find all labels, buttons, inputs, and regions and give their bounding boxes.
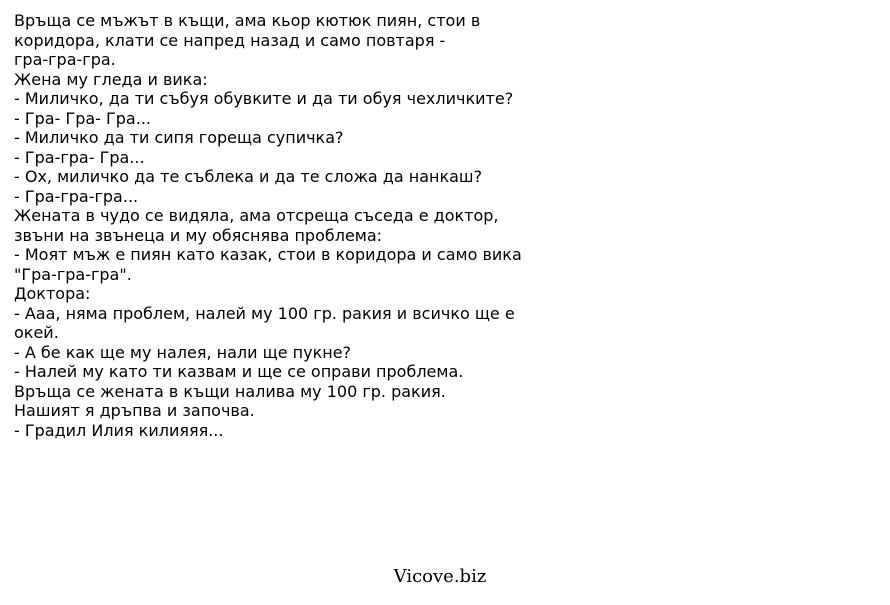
joke-line: - Миличко, да ти събуя обувките и да ти обуя чехличките?	[14, 89, 514, 108]
joke-line: - Градил Илия килияяя...	[14, 420, 224, 440]
joke-line: звъни на звънеца и му обяснява проблема:	[14, 225, 383, 245]
joke-line: - Моят мъж е пиян като казак, стои в коридора и само вика	[14, 245, 522, 264]
joke-text	[14, 11, 574, 440]
joke-line: - Гра-гра- Гра...	[14, 147, 145, 167]
joke-line: коридора, клати се напред назад и само повтаря -	[14, 30, 446, 50]
joke-line: окей.	[14, 323, 59, 342]
joke-line: - Гра-гра-гра...	[14, 186, 139, 206]
joke-line: - А бе как ще му налея, нали ще пукне?	[14, 342, 352, 362]
joke-line: - Миличко да ти сипя гореща супичка?	[14, 128, 344, 147]
site-watermark: Vicove.biz	[393, 566, 487, 587]
joke-line: - Ааа, няма проблем, налей му 100 гр. ракия и всичко ще е	[14, 303, 515, 323]
joke-line: Връща се жената в къщи налива му 100 гр. ракия.	[14, 381, 446, 401]
joke-line: "Гра-гра-гра".	[14, 264, 132, 284]
joke-line: - Гра- Гра- Гра...	[14, 108, 151, 128]
joke-line: Доктора:	[14, 284, 91, 303]
joke-line: Жена му гледа и вика:	[14, 69, 208, 89]
joke-line: Връща се мъжът в къщи, ама кьор кютюк пиян, стои в	[14, 11, 481, 30]
joke-line: Нашият я дръпва и започва.	[14, 401, 255, 420]
joke-line: - Налей му като ти казвам и ще се оправи проблема.	[14, 362, 464, 381]
joke-line: - Ох, миличко да те съблека и да те сложа да нанкаш?	[14, 167, 483, 186]
joke-line: Жената в чудо се видяла, ама отсреща съседа е доктор,	[14, 206, 499, 225]
joke-line: гра-гра-гра.	[14, 50, 116, 69]
